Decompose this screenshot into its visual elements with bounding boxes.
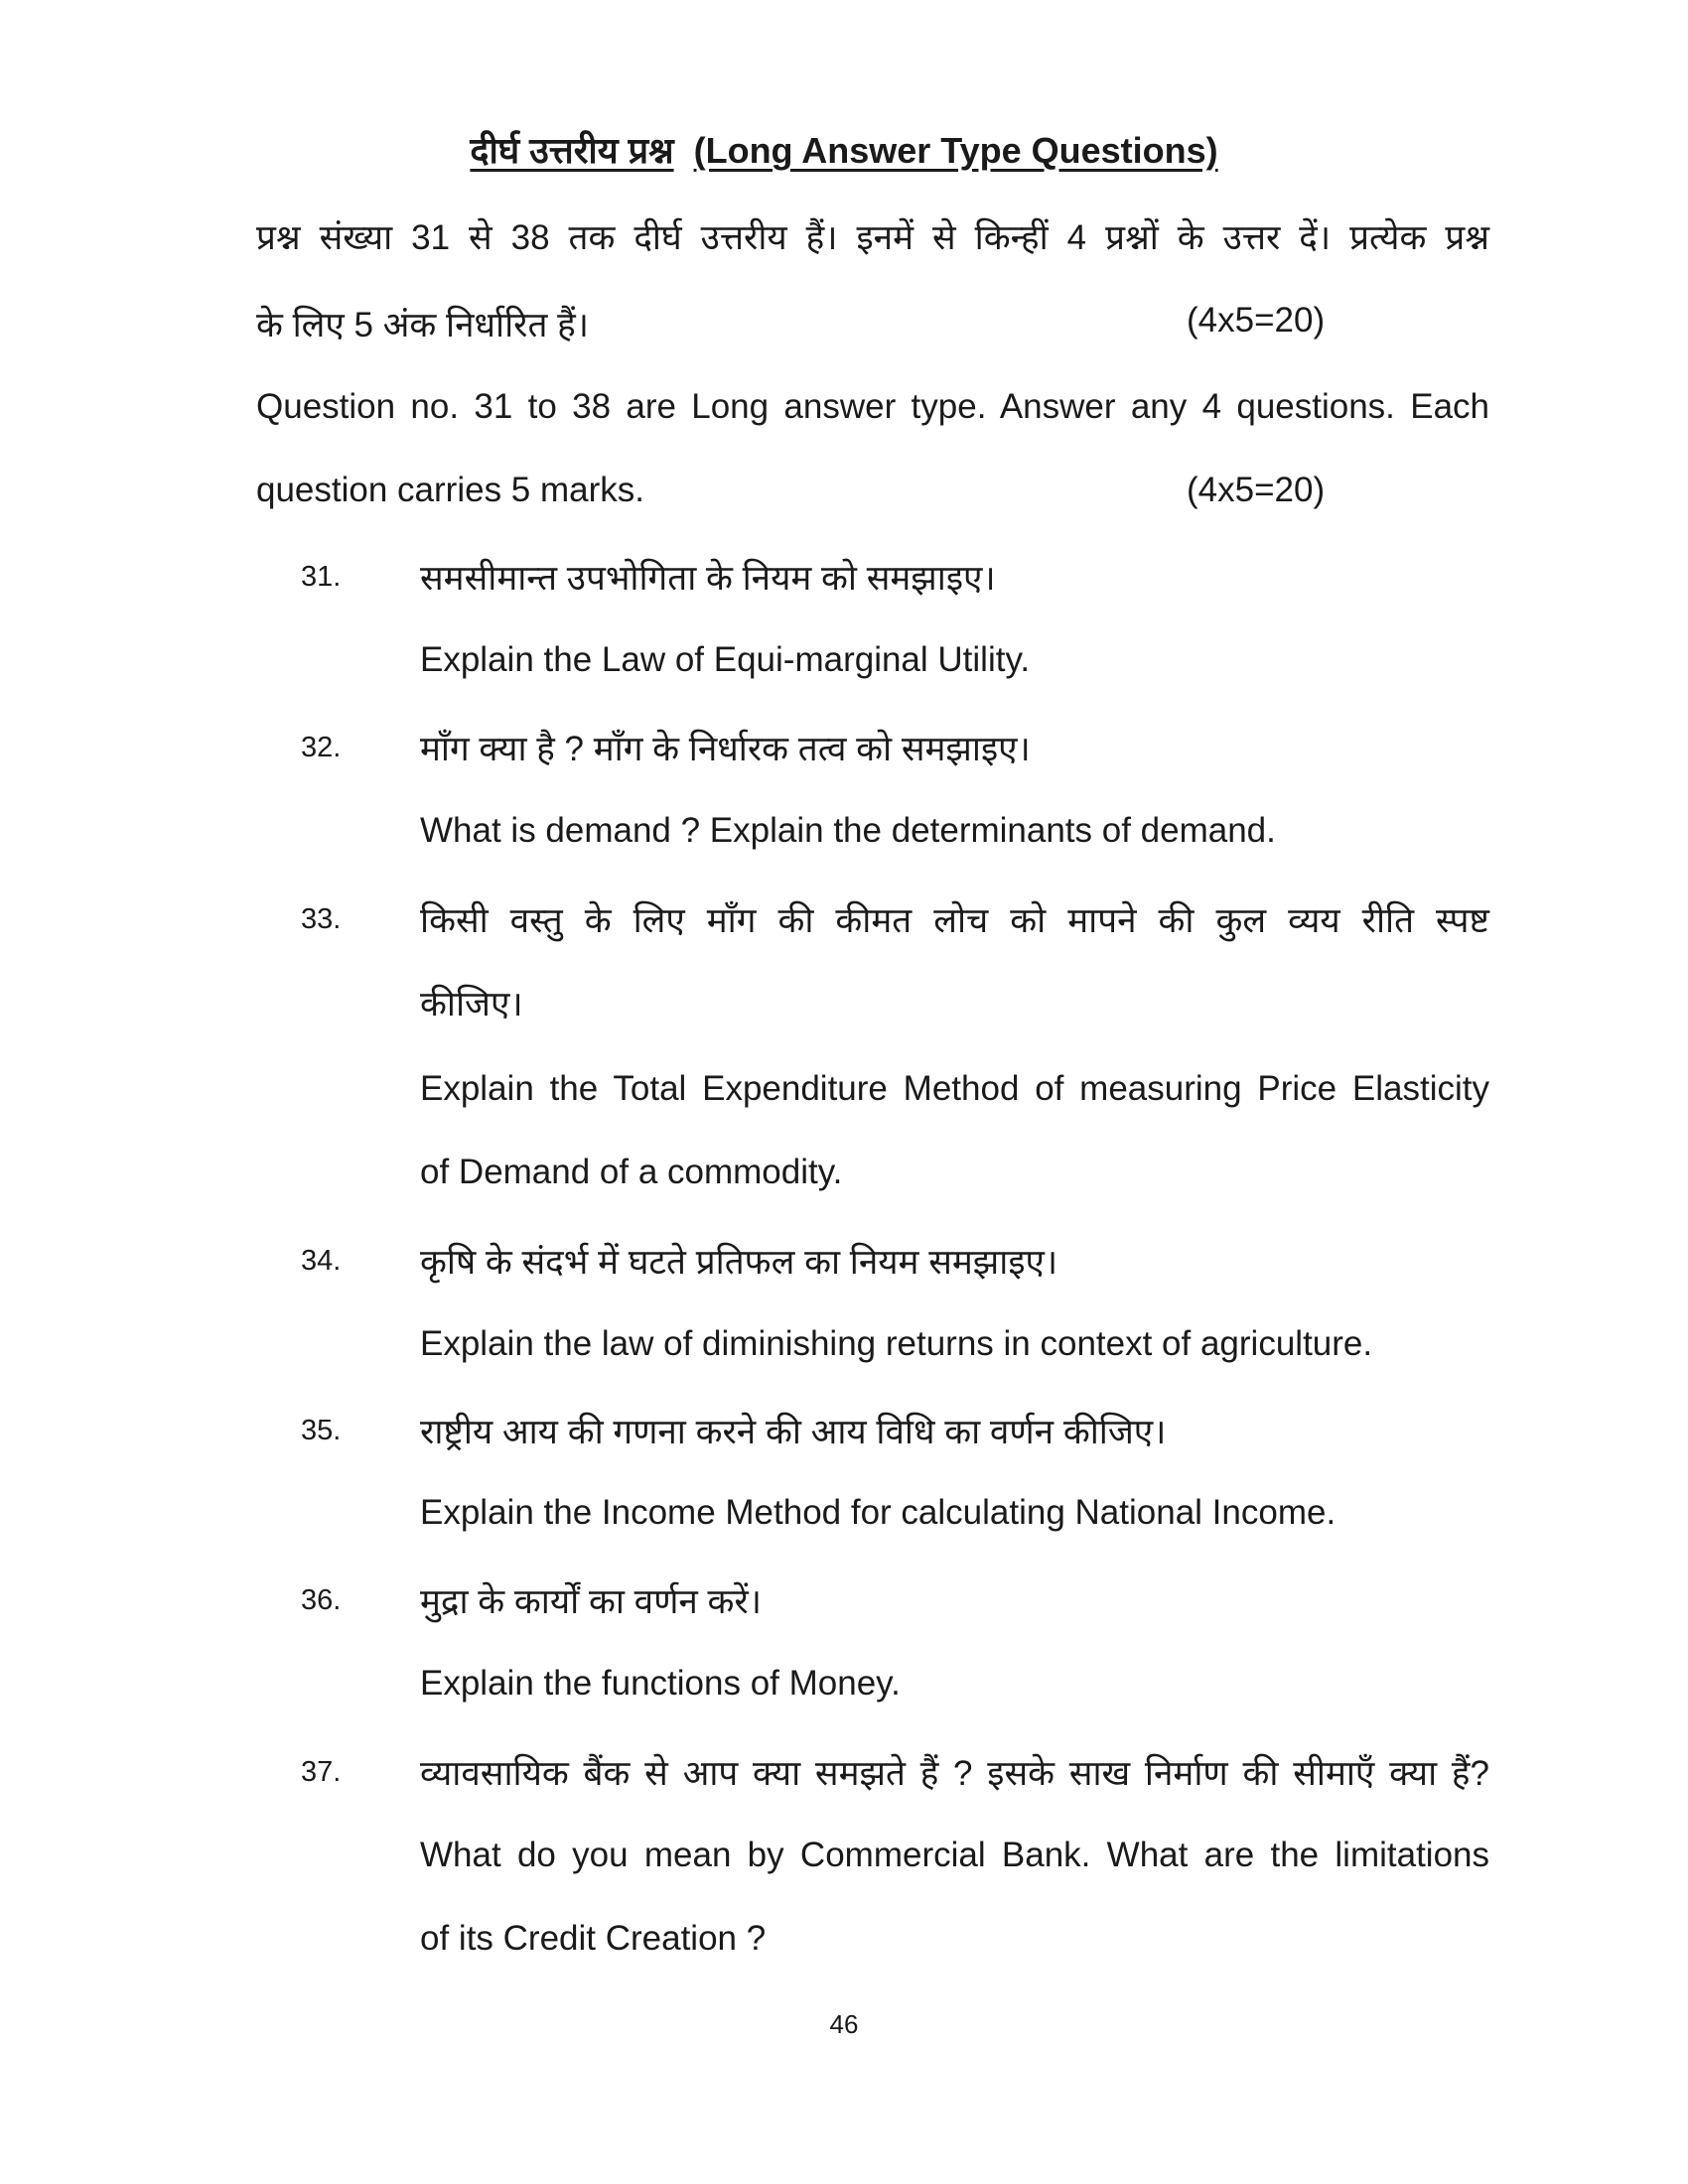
- question-32-english: What is demand ? Explain the determinants of demand.: [420, 811, 1276, 850]
- question-34-hindi: कृषि के संदर्भ में घटते प्रतिफल का नियम समझाइए।: [420, 1243, 1058, 1282]
- question-33-number: 33.: [301, 903, 342, 935]
- question-37-number: 37.: [301, 1756, 342, 1788]
- question-32-number: 32.: [301, 732, 342, 763]
- instruction-hindi-line-2: के लिए 5 अंक निर्धारित हैं।: [256, 306, 589, 344]
- section-title-english: (Long Answer Type Questions): [693, 130, 1218, 171]
- question-31-hindi: समसीमान्त उपभोगिता के नियम को समझाइए।: [420, 559, 996, 598]
- question-36-hindi: मुद्रा के कार्यों का वर्णन करें।: [420, 1582, 762, 1621]
- question-33-english-line-1: Explain the Total Expenditure Method of measuring Price Elasticity: [420, 1069, 1489, 1108]
- instruction-english-line-1: Question no. 31 to 38 are Long answer type. Answer any 4 questions. Each: [256, 387, 1489, 426]
- question-37-english-line-1: What do you mean by Commercial Bank. What are the limitations: [420, 1836, 1489, 1874]
- question-34-number: 34.: [301, 1245, 342, 1277]
- instruction-english-line-2: question carries 5 marks.: [256, 471, 644, 509]
- instruction-hindi-line-1: प्रश्न संख्या 31 से 38 तक दीर्घ उत्तरीय हैं। इनमें से किन्हीं 4 प्रश्नों के उत्तर दें। प्रत्येक प्रश्न: [256, 218, 1489, 257]
- question-36-number: 36.: [301, 1584, 342, 1616]
- question-36-english: Explain the functions of Money.: [420, 1664, 901, 1703]
- instruction-english-marks: (4x5=20): [1187, 471, 1326, 509]
- question-32-hindi: माँग क्या है ? माँग के निर्धारक तत्व को समझाइए।: [420, 730, 1031, 768]
- question-35-english: Explain the Income Method for calculating National Income.: [420, 1493, 1336, 1532]
- question-31-number: 31.: [301, 561, 342, 593]
- page-number: 46: [829, 2009, 859, 2039]
- question-35-hindi: राष्ट्रीय आय की गणना करने की आय विधि का वर्णन कीजिए।: [420, 1413, 1167, 1451]
- question-37-hindi: व्यावसायिक बैंक से आप क्या समझते हैं ? इसके साख निर्माण की सीमाएँ क्या हैं?: [420, 1754, 1489, 1793]
- question-34-english: Explain the law of diminishing returns in context of agriculture.: [420, 1324, 1373, 1363]
- question-31-english: Explain the Law of Equi-marginal Utility.: [420, 640, 1031, 679]
- section-title-hindi: दीर्घ उत्तरीय प्रश्न: [470, 130, 674, 171]
- question-33-english-line-2: of Demand of a commodity.: [420, 1153, 843, 1191]
- section-title: [0, 125, 1688, 174]
- question-35-number: 35.: [301, 1415, 342, 1446]
- instruction-hindi-marks: (4x5=20): [1187, 301, 1326, 340]
- question-33-hindi-line-1: किसी वस्तु के लिए माँग की कीमत लोच को मापने की कुल व्यय रीति स्पष्ट: [420, 901, 1489, 940]
- question-33-hindi-line-2: कीजिए।: [420, 985, 523, 1024]
- question-37-english-line-2: of its Credit Creation ?: [420, 1919, 767, 1958]
